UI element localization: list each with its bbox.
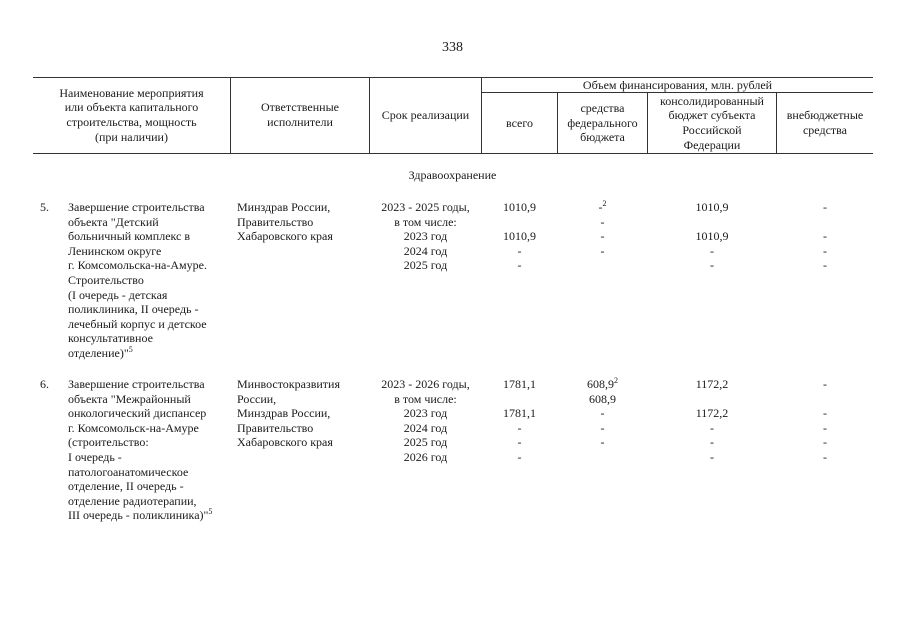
row-consolidated: 1010,9 1010,9 - - — [695, 200, 729, 273]
footnote-marker: 2 — [614, 376, 618, 385]
header-total: всего — [505, 115, 534, 130]
federal-rest-values: - - - — [600, 214, 605, 258]
row-number: 5. — [40, 200, 49, 214]
row-name — [68, 377, 233, 523]
row-responsible: Минздрав России, Правительство Хабаровского края — [237, 200, 333, 244]
header-extrabudget: внебюджетные средства — [786, 108, 864, 137]
header-federal: средства федерального бюджета — [567, 101, 638, 145]
row-federal — [558, 377, 647, 450]
row-consolidated: 1172,2 1172,2 - - - — [695, 377, 729, 464]
header-period: Срок реализации — [381, 107, 470, 122]
row-extrabudget: - - - - — [823, 200, 827, 273]
footnote-marker: 5 — [128, 344, 133, 354]
row-name-text: Завершение строительства объекта "Детский больничный комплекс в Ленинском округе г. Комсомольска-на-Амуре. Строительство (I очередь - детская поликлиника, II очередь - лечебный корпус и детское консультативное отделение)" — [68, 200, 207, 360]
header-name: Наименование мероприятия или объекта капитального строительства, мощность (при наличии) — [59, 85, 204, 144]
header-consolidated: консолидированный бюджет субъекта Российской Федерации — [660, 93, 764, 152]
header-financing-group: Объем финансирования, млн. рублей — [582, 77, 773, 92]
federal-first-value: 608,9 — [587, 377, 614, 391]
header-responsible: Ответственные исполнители — [261, 100, 339, 129]
footnote-marker: 2 — [602, 199, 607, 208]
row-name-text: Завершение строительства объекта "Межрайонный онкологический диспансер г. Комсомольск-на-Амуре (строительство: I очередь - патологоанатомическое отделение, II очередь - отделение радиотерапии, III очередь - поликлиника)" — [68, 377, 209, 523]
row-extrabudget: - - - - - — [823, 377, 827, 464]
row-responsible: Минвостокразвития России, Минздрав России, Правительство Хабаровского края — [237, 377, 340, 450]
page-number: 338 — [442, 40, 463, 55]
row-total: 1010,9 1010,9 - - — [503, 200, 536, 273]
row-federal — [558, 200, 647, 258]
row-total: 1781,1 1781,1 - - - — [503, 377, 536, 464]
row-period: 2023 - 2026 годы, в том числе: 2023 год 2024 год 2025 год 2026 год — [381, 377, 470, 464]
row-name — [68, 200, 233, 361]
footnote-marker: 5 — [208, 507, 213, 517]
federal-first-value: - — [598, 200, 603, 214]
row-number: 6. — [40, 377, 49, 391]
federal-rest-values: 608,9 - - - — [589, 391, 616, 450]
section-title: Здравоохранение — [408, 168, 497, 182]
row-period: 2023 - 2025 годы, в том числе: 2023 год 2024 год 2025 год — [381, 200, 470, 273]
header-bottom-border — [33, 153, 873, 154]
